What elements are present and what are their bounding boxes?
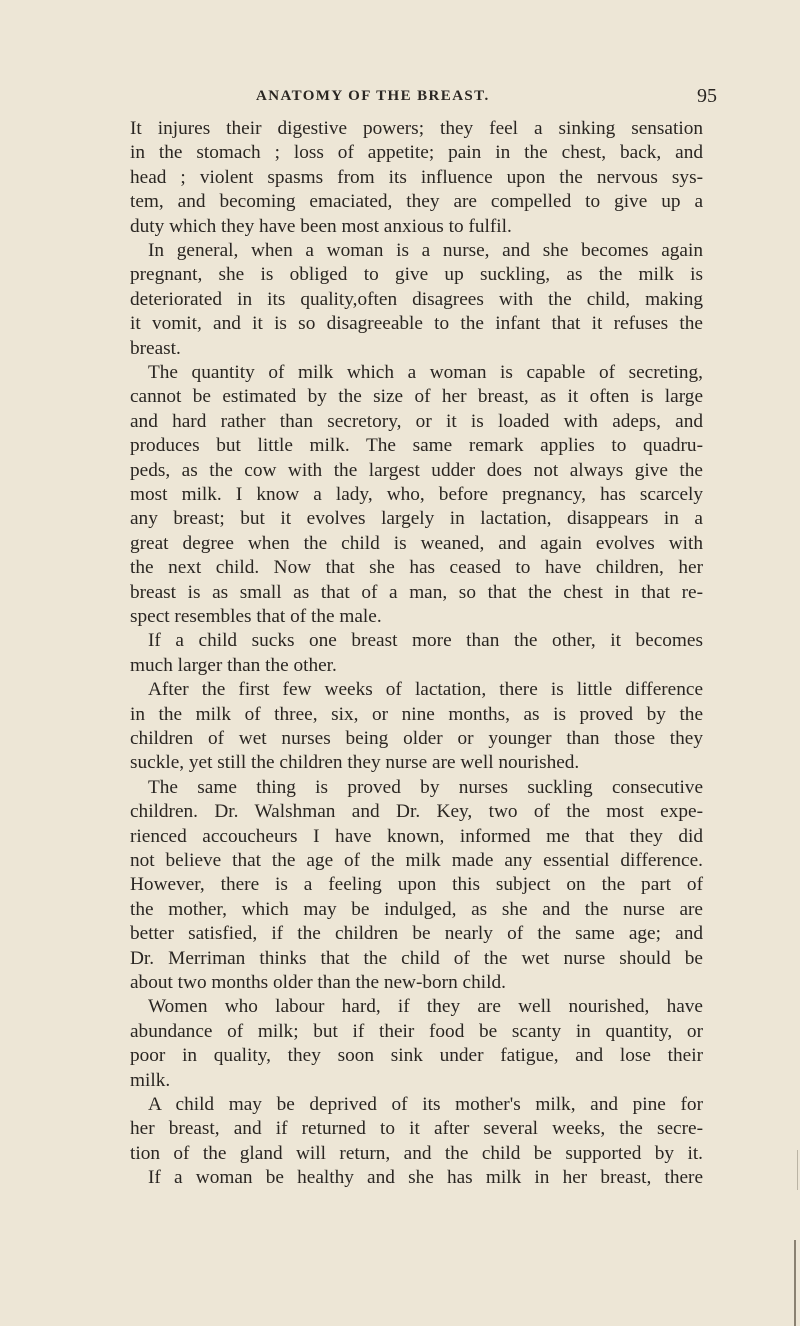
text-line: Dr. Merriman thinks that the child of the wet nurse should be [130,947,703,969]
page-number: 95 [697,85,717,107]
text-line: and hard rather than secretory, or it is loaded with adeps, and [130,410,703,432]
text-line: head ; violent spasms from its influence upon the nervous sys- [130,166,703,188]
text-line: The quantity of milk which a woman is capable of secreting, [148,362,703,383]
text-line: pregnant, she is obliged to give up suckling, as the milk is [130,264,703,286]
text-line: much larger than the other. [130,654,337,676]
text-line: in the milk of three, six, or nine months, as is proved by the [130,703,703,725]
text-line: breast. [130,337,181,359]
text-line: poor in quality, they soon sink under fatigue, and lose their [130,1045,703,1067]
text-line: great degree when the child is weaned, and again evolves with [130,532,703,554]
text-line: After the first few weeks of lactation, there is little difference [148,679,703,701]
text-line: not believe that the age of the milk made any essential difference. [130,850,703,871]
text-line: deteriorated in its quality,often disagrees with the child, making [130,288,703,310]
text-line: It injures their digestive powers; they feel a sinking sensation [130,118,703,139]
text-line: Women who labour hard, if they are well nourished, have [148,996,703,1018]
text-line: cannot be estimated by the size of her breast, as it often is large [130,386,703,408]
text-line: tion of the gland will return, and the child be supported by it. [130,1142,703,1164]
text-line: produces but little milk. The same remark applies to quadru- [130,435,703,457]
text-line: suckle, yet still the children they nurse are well nourished. [130,752,580,774]
text-line: The same thing is proved by nurses suckling consecutive [148,776,703,798]
text-line: However, there is a feeling upon this subject on the part of [130,874,703,896]
text-line: it vomit, and it is so disagreeable to the infant that it refuses the [130,313,703,335]
page-edge-mark [797,1150,798,1190]
text-line: peds, as the cow with the largest udder does not always give the [130,459,703,481]
running-head: ANATOMY OF THE BREAST. [256,88,490,104]
page-header [0,85,800,112]
text-line: most milk. I know a lady, who, before pregnancy, has scarcely [130,484,703,505]
text-line: about two months older than the new-born child. [130,972,506,993]
text-line: If a woman be healthy and she has milk in her breast, there [148,1167,703,1189]
text-line: duty which they have been most anxious to fulfil. [130,215,512,237]
text-line: better satisfied, if the children be nearly of the same age; and [130,923,703,945]
text-line: milk. [130,1069,171,1091]
page-edge-mark [794,1240,796,1326]
text-line: In general, when a woman is a nurse, and she becomes again [148,240,703,261]
text-line: the next child. Now that she has ceased to have children, her [130,557,703,579]
text-line: If a child sucks one breast more than the other, it becomes [148,630,703,652]
text-line: children. Dr. Walshman and Dr. Key, two of the most expe- [130,801,703,823]
text-line: any breast; but it evolves largely in lactation, disappears in a [130,508,703,530]
text-line: breast is as small as that of a man, so that the chest in that re- [130,581,703,603]
text-line: children of wet nurses being older or younger than those they [130,728,703,749]
text-line: the mother, which may be indulged, as she and the nurse are [130,898,703,920]
text-line: rienced accoucheurs I have known, informed me that they did [130,825,703,847]
text-line: abundance of milk; but if their food be scanty in quantity, or [130,1020,703,1042]
text-line: spect resembles that of the male. [130,606,382,627]
text-line: her breast, and if returned to it after several weeks, the secre- [130,1118,703,1140]
text-line: in the stomach ; loss of appetite; pain in the chest, back, and [130,142,703,164]
text-line: tem, and becoming emaciated, they are compelled to give up a [130,191,703,213]
text-line: A child may be deprived of its mother's milk, and pine for [148,1094,703,1115]
